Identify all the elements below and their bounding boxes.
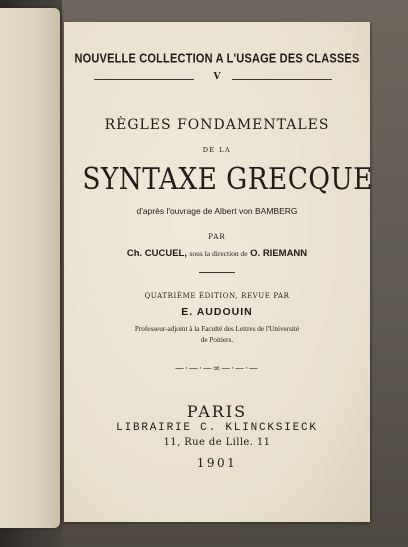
ornament-divider: —·—·—∞—·—·— bbox=[175, 364, 259, 374]
director-name: O. RIEMANN bbox=[250, 248, 308, 259]
series-title: NOUVELLE COLLECTION A L'USAGE DES CLASSES bbox=[74, 52, 360, 66]
source-note: d'après l'ouvrage de Albert von BAMBERG bbox=[136, 206, 298, 216]
imprint-year: 1901 bbox=[196, 456, 238, 470]
reviser-name: E. AUDOUIN bbox=[181, 306, 253, 318]
title-connector: DE LA bbox=[202, 146, 232, 154]
author-connector: sous la direction de bbox=[189, 249, 248, 258]
imprint-city: PARIS bbox=[186, 402, 248, 421]
title-line-1: RÈGLES FONDAMENTALES bbox=[104, 117, 330, 133]
divider-rule bbox=[199, 272, 235, 273]
author-line bbox=[64, 248, 370, 259]
author-name: Ch. CUCUEL, bbox=[126, 248, 187, 259]
main-title: SYNTAXE GRECQUE bbox=[82, 162, 373, 197]
volume-number: V bbox=[213, 72, 221, 82]
imprint-publisher: LIBRAIRIE C. KLINCKSIECK bbox=[116, 422, 318, 434]
by-label: PAR bbox=[208, 233, 226, 241]
title-page bbox=[64, 22, 373, 522]
imprint-address: 11, Rue de Lille. 11 bbox=[163, 437, 271, 448]
facing-page bbox=[0, 8, 60, 528]
series-rule-right bbox=[232, 79, 332, 80]
reviser-role-line-1: Professeur-adjoint à la Faculté des Lettres de l'Université bbox=[134, 325, 300, 333]
reviser-role-line-2: de Poitiers. bbox=[200, 336, 234, 344]
edition-statement: QUATRIÈME ÉDITION, REVUE PAR bbox=[144, 292, 290, 300]
